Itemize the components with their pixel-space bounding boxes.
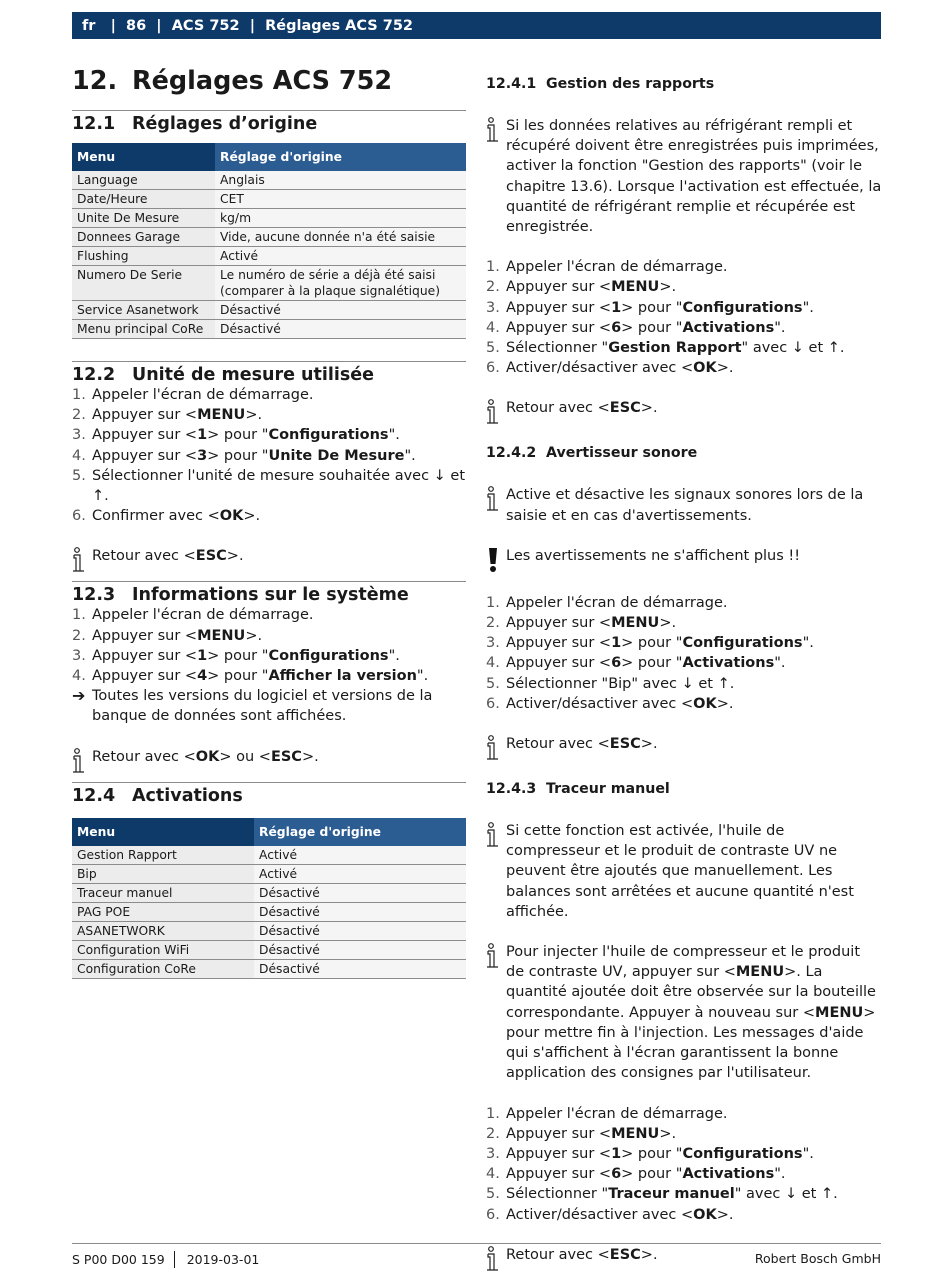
step-number: 6. — [72, 508, 86, 525]
list-item — [486, 338, 882, 358]
step-number: 1. — [72, 607, 86, 624]
step-number: 3. — [72, 647, 86, 664]
step-text: Sélectionner "Gestion Rapport" avec ↓ et ↑. — [506, 340, 845, 357]
list-item — [486, 653, 882, 673]
table-row — [72, 301, 466, 320]
warning-exclamation-icon — [486, 546, 506, 573]
table-cell-value: Anglais — [215, 171, 466, 190]
list-item — [486, 1164, 882, 1184]
list-item — [72, 666, 466, 686]
step-text: Appuyer sur <1> pour "Configurations". — [506, 635, 814, 652]
arrow-right-icon: ➔ — [72, 686, 86, 706]
table-cell-value: Désactivé — [254, 902, 466, 921]
factory-settings-table — [72, 143, 466, 339]
page-header: fr | 86 | ACS 752 | Réglages ACS 752 — [72, 12, 881, 39]
left-column — [72, 60, 466, 979]
step-number: 1. — [486, 594, 500, 611]
table-row — [72, 883, 466, 902]
step-number: 5. — [72, 467, 86, 484]
note-12-4-1 — [486, 398, 882, 425]
table-cell-value: Désactivé — [215, 320, 466, 339]
step-number: 3. — [486, 1145, 500, 1162]
table-cell-value: Vide, aucune donnée n'a été saisie — [215, 228, 466, 247]
step-number: 4. — [72, 668, 86, 685]
step-text: Appuyer sur <6> pour "Activations". — [506, 1166, 786, 1183]
list-item — [72, 446, 466, 466]
step-number: 5. — [486, 675, 500, 692]
section-heading-12-4: 12.4 Activations — [72, 782, 466, 818]
list-item — [486, 633, 882, 653]
table-cell-value: Le numéro de série a déjà été saisi (comparer à la plaque signalétique) — [215, 266, 466, 301]
step-text: Appeler l'écran de démarrage. — [92, 387, 314, 403]
header-product: ACS 752 — [171, 17, 240, 34]
step-text: Appuyer sur <1> pour "Configurations". — [506, 1145, 814, 1162]
step-number: 6. — [486, 1206, 500, 1223]
note-text: Retour avec <ESC>. — [92, 548, 244, 565]
table-row — [72, 940, 466, 959]
step-text: Activer/désactiver avec <OK>. — [506, 360, 734, 377]
warning-12-4-2 — [486, 546, 882, 573]
info-12-4-3-b — [486, 942, 882, 1083]
step-number: 3. — [72, 427, 86, 444]
table-cell-menu: Bip — [72, 864, 254, 883]
info-text: Si les données relatives au réfrigérant rempli et récupéré doivent être enregistrées puis imprimées, activer la fonction "Gestion des rapports" (voir le chapitre 13.6). Lorsque l'activation est effectuée, la quantité de réfrigérant remplie et récupérée est enregistrée. — [506, 118, 882, 236]
steps-12-2 — [72, 385, 466, 526]
header-page-number: 86 — [126, 17, 147, 34]
table-row — [72, 921, 466, 940]
table-cell-value: Activé — [254, 864, 466, 883]
table-row — [72, 247, 466, 266]
table-cell-value: Désactivé — [254, 959, 466, 978]
step-text: Appeler l'écran de démarrage. — [506, 259, 728, 276]
step-text: Sélectionner "Traceur manuel" avec ↓ et ↑. — [506, 1186, 838, 1203]
section-heading-12-4-3: 12.4.3 Traceur manuel — [486, 781, 670, 798]
info-text: Active et désactive les signaux sonores lors de la saisie et en cas d'avertissements. — [506, 487, 864, 524]
step-number: 5. — [486, 1186, 500, 1203]
table-cell-menu: Unite De Mesure — [72, 209, 215, 228]
info-icon — [72, 546, 92, 573]
step-number: 2. — [486, 1125, 500, 1142]
footer-date: 2019-03-01 — [186, 1252, 260, 1267]
note-12-2 — [72, 546, 466, 573]
info-icon — [486, 116, 506, 237]
step-text: Appuyer sur <1> pour "Configurations". — [506, 299, 814, 316]
table-cell-menu: PAG POE — [72, 902, 254, 921]
header-section: Réglages ACS 752 — [265, 17, 414, 34]
step-number: 4. — [486, 655, 500, 672]
info-icon — [486, 942, 506, 1083]
info-icon — [486, 398, 506, 425]
step-number: 1. — [486, 1105, 500, 1122]
list-item — [72, 646, 466, 666]
info-text: Pour injecter l'huile de compresseur et le produit de contraste UV, appuyer sur <MENU>. La quantité ajoutée doit être observée sur la bouteille correspondante. Appuyer à nouveau sur <MENU> pour mettre fin à l'injection. Les messages d'aide qui s'affichent à l'écran garantissent la bonne application des consignes par l'utilisateur. — [506, 944, 876, 1082]
table-cell-value: Désactivé — [254, 883, 466, 902]
step-number: 3. — [486, 299, 500, 316]
list-item — [486, 1144, 882, 1164]
note-text: Retour avec <ESC>. — [506, 400, 658, 417]
list-item — [486, 1205, 882, 1225]
note-text: Retour avec <ESC>. — [506, 1246, 658, 1263]
list-item — [72, 605, 466, 625]
section-heading-12-2: 12.2 Unité de mesure utilisée — [72, 361, 466, 385]
step-number: 6. — [486, 360, 500, 377]
list-item — [486, 674, 882, 694]
info-icon — [486, 1245, 506, 1272]
list-item — [72, 385, 466, 405]
table-row — [72, 171, 466, 190]
list-item — [72, 425, 466, 445]
list-item — [486, 593, 882, 613]
table-cell-value: Désactivé — [254, 940, 466, 959]
step-text: Activer/désactiver avec <OK>. — [506, 1206, 734, 1223]
step-text: Appuyer sur <6> pour "Activations". — [506, 655, 786, 672]
footer-doc-number: S P00 D00 159 — [72, 1252, 165, 1267]
table-row — [72, 320, 466, 339]
list-item — [486, 358, 882, 378]
info-12-4-1 — [486, 116, 882, 237]
step-number: 6. — [486, 695, 500, 712]
table-cell-menu: Donnees Garage — [72, 228, 215, 247]
step-number: 4. — [486, 319, 500, 336]
step-number: 2. — [486, 279, 500, 296]
steps-12-4-2 — [486, 593, 882, 714]
steps-12-4-1 — [486, 257, 882, 378]
step-text: Appuyer sur <1> pour "Configurations". — [92, 427, 400, 444]
list-item — [72, 626, 466, 646]
table-cell-value: kg/m — [215, 209, 466, 228]
step-text: Appeler l'écran de démarrage. — [92, 607, 314, 624]
step-number: 4. — [72, 447, 86, 464]
table-header-menu: Menu — [72, 143, 215, 171]
activations-table — [72, 818, 466, 979]
list-item — [486, 277, 882, 297]
step-number: 2. — [486, 615, 500, 632]
list-item — [72, 466, 466, 506]
list-item — [486, 318, 882, 338]
step-text: Sélectionner "Bip" avec ↓ et ↑. — [506, 675, 735, 692]
table-row — [72, 902, 466, 921]
step-number: 1. — [72, 387, 86, 403]
section-heading-12-4-2: 12.4.2 Avertisseur sonore — [486, 445, 698, 462]
table-row — [72, 266, 466, 301]
table-cell-value: Désactivé — [215, 301, 466, 320]
step-text: Appuyer sur <MENU>. — [92, 407, 263, 424]
table-cell-value: Désactivé — [254, 921, 466, 940]
info-text: Si cette fonction est activée, l'huile de compresseur et le produit de contraste UV ne peuvent être ajoutés que manuellement. Les balances sont arrêtées et aucune quantité n'est affichée. — [506, 823, 854, 920]
step-text: Appuyer sur <6> pour "Activations". — [506, 319, 786, 336]
step-text: Appuyer sur <MENU>. — [506, 279, 677, 296]
steps-12-4-3 — [486, 1104, 882, 1225]
list-item — [486, 257, 882, 277]
step-number: 4. — [486, 1166, 500, 1183]
table-cell-menu: ASANETWORK — [72, 921, 254, 940]
table-cell-value: CET — [215, 190, 466, 209]
step-number: 1. — [486, 259, 500, 276]
section-heading-12-4-1: 12.4.1 Gestion des rapports — [486, 76, 715, 92]
step-number: 2. — [72, 627, 86, 644]
list-item — [486, 613, 882, 633]
info-12-4-2 — [486, 485, 882, 525]
footer-divider — [174, 1251, 175, 1268]
step-text: Confirmer avec <OK>. — [92, 508, 261, 525]
table-cell-menu: Traceur manuel — [72, 883, 254, 902]
list-item — [486, 694, 882, 714]
step-text: Appeler l'écran de démarrage. — [506, 594, 728, 611]
list-item — [72, 506, 466, 526]
table-cell-menu: Date/Heure — [72, 190, 215, 209]
step-text: Appuyer sur <MENU>. — [506, 1125, 677, 1142]
list-item — [486, 1104, 882, 1124]
list-item — [72, 405, 466, 425]
table-row — [72, 864, 466, 883]
info-icon — [486, 734, 506, 761]
table-cell-value: Activé — [215, 247, 466, 266]
note-text: Retour avec <OK> ou <ESC>. — [92, 748, 319, 765]
table-row — [72, 228, 466, 247]
step-text: Appuyer sur <4> pour "Afficher la version". — [92, 668, 429, 685]
list-item — [486, 298, 882, 318]
section-heading-12-1: 12.1 Réglages d’origine — [72, 110, 466, 143]
note-12-3 — [72, 747, 466, 774]
steps-12-3 — [72, 605, 466, 686]
table-row — [72, 959, 466, 978]
step-number: 2. — [72, 407, 86, 424]
info-icon — [486, 821, 506, 922]
table-header-default: Réglage d'origine — [215, 143, 466, 171]
step-text: Activer/désactiver avec <OK>. — [506, 695, 734, 712]
table-cell-menu: Numero De Serie — [72, 266, 215, 301]
step-text: Appuyer sur <1> pour "Configurations". — [92, 647, 400, 664]
note-12-4-2 — [486, 734, 882, 761]
info-12-4-3-a — [486, 821, 882, 922]
right-column — [486, 76, 882, 1272]
table-header-menu: Menu — [72, 818, 254, 846]
result-12-3 — [72, 686, 466, 726]
table-cell-menu: Gestion Rapport — [72, 846, 254, 865]
table-cell-menu: Configuration CoRe — [72, 959, 254, 978]
result-text: Toutes les versions du logiciel et versions de la banque de données sont affichées. — [92, 688, 433, 725]
info-icon — [486, 485, 506, 525]
table-row — [72, 190, 466, 209]
step-number: 5. — [486, 340, 500, 357]
warning-text: Les avertissements ne s'affichent plus !! — [506, 547, 801, 564]
table-row — [72, 209, 466, 228]
step-text: Appeler l'écran de démarrage. — [506, 1105, 728, 1122]
info-icon — [72, 747, 92, 774]
step-number: 3. — [486, 635, 500, 652]
table-cell-menu: Menu principal CoRe — [72, 320, 215, 339]
step-text: Appuyer sur <3> pour "Unite De Mesure". — [92, 447, 416, 464]
list-item — [486, 1124, 882, 1144]
step-text: Appuyer sur <MENU>. — [506, 615, 677, 632]
table-cell-value: Activé — [254, 846, 466, 865]
footer-company: Robert Bosch GmbH — [754, 1251, 881, 1266]
note-text: Retour avec <ESC>. — [506, 736, 658, 753]
table-cell-menu: Flushing — [72, 247, 215, 266]
step-text: Appuyer sur <MENU>. — [92, 627, 263, 644]
table-cell-menu: Service Asanetwork — [72, 301, 215, 320]
chapter-title: 12. Réglages ACS 752 — [72, 66, 393, 96]
table-cell-menu: Configuration WiFi — [72, 940, 254, 959]
table-row — [72, 846, 466, 865]
section-heading-12-3: 12.3 Informations sur le système — [72, 581, 466, 605]
header-lang: fr — [82, 17, 96, 34]
list-item — [486, 1184, 882, 1204]
step-text: Sélectionner l'unité de mesure souhaitée avec ↓ et ↑. — [92, 467, 466, 505]
table-header-default: Réglage d'origine — [254, 818, 466, 846]
table-cell-menu: Language — [72, 171, 215, 190]
